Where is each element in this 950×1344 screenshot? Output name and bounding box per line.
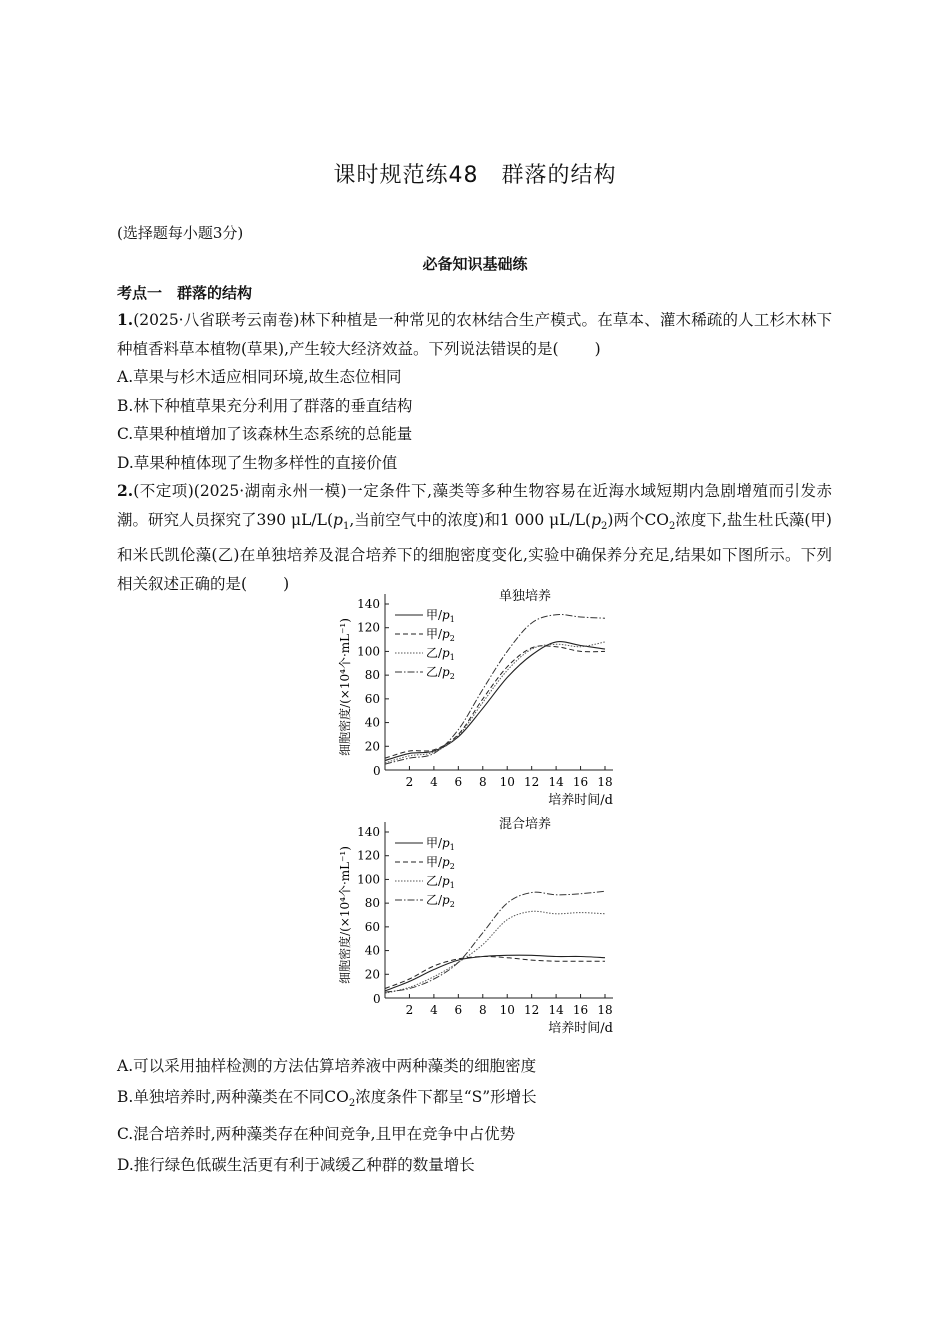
question-stem: 林下种植是一种常见的农林结合生产模式。在草本、灌木稀疏的人工杉木林下种植香料草本植物(草果),产生较大经济效益。下列说法错误的是( <box>117 311 832 358</box>
legend-label <box>426 836 455 852</box>
question-2-options <box>117 1051 537 1181</box>
legend-label-text: 甲/ <box>426 855 443 869</box>
legend-label-text: 乙/ <box>426 665 443 679</box>
x-tick-label: 4 <box>430 775 438 789</box>
x-tick-label: 8 <box>478 775 487 789</box>
legend-subscript: 1 <box>449 843 455 852</box>
x-tick-label: 14 <box>548 775 564 789</box>
option-c: C.草果种植增加了该森林生态系统的总能量 <box>117 425 413 443</box>
legend-p-symbol: p <box>442 874 450 888</box>
legend-label <box>426 665 455 681</box>
y-tick-label: 40 <box>364 943 380 958</box>
series-line-3 <box>385 642 605 763</box>
series-line-1 <box>385 642 605 761</box>
legend-p-symbol: p <box>442 893 450 907</box>
x-tick-label: 16 <box>572 775 589 789</box>
x-tick-label: 2 <box>405 1003 414 1017</box>
question-number: 1. <box>117 310 134 329</box>
legend-p-symbol: p <box>442 665 450 679</box>
option-b-subscript: 2 <box>348 1098 356 1110</box>
x-tick-label: 12 <box>524 775 540 789</box>
legend-label <box>426 893 455 909</box>
question-bracket-close: ) <box>594 339 601 358</box>
chart-title: 混合培养 <box>498 817 552 832</box>
y-tick-label: 120 <box>357 620 380 635</box>
series-line-1 <box>385 955 605 991</box>
legend-p-symbol: p <box>442 855 450 869</box>
chart-mixed-culture <box>330 813 630 1042</box>
series-line-2 <box>385 646 605 758</box>
legend-subscript: 2 <box>449 634 455 643</box>
x-tick-label: 6 <box>454 775 463 789</box>
x-tick-label: 10 <box>499 1003 515 1017</box>
y-tick-label: 80 <box>364 668 380 683</box>
x-tick-label: 2 <box>405 775 414 789</box>
legend-label-text: 甲/ <box>426 608 443 622</box>
y-tick-label: 60 <box>364 691 380 706</box>
x-tick-label: 4 <box>430 1003 438 1017</box>
co2-subscript: 2 <box>669 520 676 532</box>
legend-subscript: 2 <box>449 900 455 909</box>
x-tick-label: 14 <box>548 1003 564 1017</box>
chart-single-culture <box>330 585 630 814</box>
question-stem-d: 浓度下,盐生杜氏藻(甲)和米氏凯伦藻(乙)在单独培养及混合培养下的细胞密度变化,实验中确保养分充足,结果如下图所示。下列相关叙述正确的是( <box>117 510 832 593</box>
legend-label-text: 乙/ <box>426 893 443 907</box>
origin-label: 0 <box>373 764 381 778</box>
legend-subscript: 2 <box>449 672 455 681</box>
legend-subscript: 1 <box>449 615 455 624</box>
y-tick-label: 20 <box>364 739 380 754</box>
option-b-text-1: B.单独培养时,两种藻类在不同CO <box>117 1088 349 1106</box>
series-line-2 <box>385 956 605 988</box>
x-tick-label: 12 <box>524 1003 540 1017</box>
question-source: (2025·湖南永州一模) <box>193 482 347 500</box>
p1-subscript: 1 <box>342 520 350 532</box>
y-tick-label: 20 <box>364 967 380 982</box>
page-title: 课时规范练48 群落的结构 <box>333 163 617 188</box>
scoring-note: (选择题每小题3分) <box>117 224 244 242</box>
x-tick-label: 16 <box>572 1003 589 1017</box>
legend-p-symbol: p <box>442 836 450 850</box>
legend-label <box>426 608 455 624</box>
option-a: A.草果与杉木适应相同环境,故生态位相同 <box>117 368 402 386</box>
y-tick-label: 120 <box>357 848 380 863</box>
x-tick-label: 8 <box>478 1003 487 1017</box>
question-stem: 一定条件下,藻类等多种生物容易在近海水域短期内急剧增殖而引发赤潮。研究人员探究了390 μL/L( <box>117 482 832 529</box>
legend-label-text: 乙/ <box>426 646 443 660</box>
question-source: (2025·八省联考云南卷) <box>133 311 300 329</box>
legend-label-text: 乙/ <box>426 874 443 888</box>
question-stem-b: ,当前空气中的浓度)和1 000 μL/L( <box>349 510 592 529</box>
x-tick-label: 10 <box>499 775 515 789</box>
legend-subscript: 1 <box>449 653 455 662</box>
option-b: B.林下种植草果充分利用了群落的垂直结构 <box>117 396 413 415</box>
y-tick-label: 100 <box>357 872 380 887</box>
legend-p-symbol: p <box>442 608 450 622</box>
chart-svg-single <box>330 585 630 810</box>
series-line-4 <box>385 614 605 764</box>
question-type: (不定项) <box>133 482 194 500</box>
origin-label: 0 <box>373 992 381 1006</box>
legend-p-symbol: p <box>442 627 450 641</box>
y-tick-label: 80 <box>364 896 380 911</box>
legend-label-text: 甲/ <box>426 836 443 850</box>
question-1 <box>117 306 832 477</box>
y-tick-label: 60 <box>364 919 380 934</box>
x-axis-label: 培养时间/d <box>548 793 613 808</box>
y-tick-label: 40 <box>364 715 380 730</box>
question-bracket-close: ) <box>283 574 290 593</box>
y-tick-label: 100 <box>357 644 380 659</box>
legend-label <box>426 627 455 643</box>
question-stem-c: )两个CO <box>607 510 670 529</box>
legend-label-text: 甲/ <box>426 627 443 641</box>
option-a: A.可以采用抽样检测的方法估算培养液中两种藻类的细胞密度 <box>117 1057 537 1075</box>
x-axis-label: 培养时间/d <box>548 1021 613 1036</box>
x-tick-label: 18 <box>597 775 613 789</box>
series-line-3 <box>385 911 605 993</box>
y-tick-label: 140 <box>357 825 380 839</box>
topic-heading: 考点一 群落的结构 <box>117 284 253 302</box>
option-c: C.混合培养时,两种藻类存在种间竞争,且甲在竞争中占优势 <box>117 1125 516 1144</box>
chart-svg-mixed <box>330 813 630 1038</box>
y-axis-label: 细胞密度/(×10⁴个·mL⁻¹) <box>338 846 352 984</box>
section-heading: 必备知识基础练 <box>422 255 528 273</box>
p2-symbol: p <box>591 510 602 529</box>
option-b-text-2: 浓度条件下都呈“S”形增长 <box>355 1088 537 1106</box>
legend-label <box>426 874 455 890</box>
question-number: 2. <box>117 481 134 500</box>
question-2 <box>117 477 832 598</box>
legend-subscript: 2 <box>449 862 455 871</box>
legend-label <box>426 646 455 662</box>
p1-symbol: p <box>333 510 343 529</box>
x-tick-label: 18 <box>597 1003 613 1017</box>
option-d: D.草果种植体现了生物多样性的直接价值 <box>117 453 398 472</box>
chart-title: 单独培养 <box>498 589 552 604</box>
y-tick-label: 140 <box>357 597 380 611</box>
legend-p-symbol: p <box>442 646 450 660</box>
x-tick-label: 6 <box>454 1003 463 1017</box>
p2-subscript: 2 <box>601 520 608 532</box>
option-b <box>117 1082 537 1119</box>
option-d: D.推行绿色低碳生活更有利于减缓乙种群的数量增长 <box>117 1156 475 1175</box>
legend-label <box>426 855 455 871</box>
y-axis-label: 细胞密度/(×10⁴个·mL⁻¹) <box>338 618 352 756</box>
legend-subscript: 1 <box>449 881 455 890</box>
